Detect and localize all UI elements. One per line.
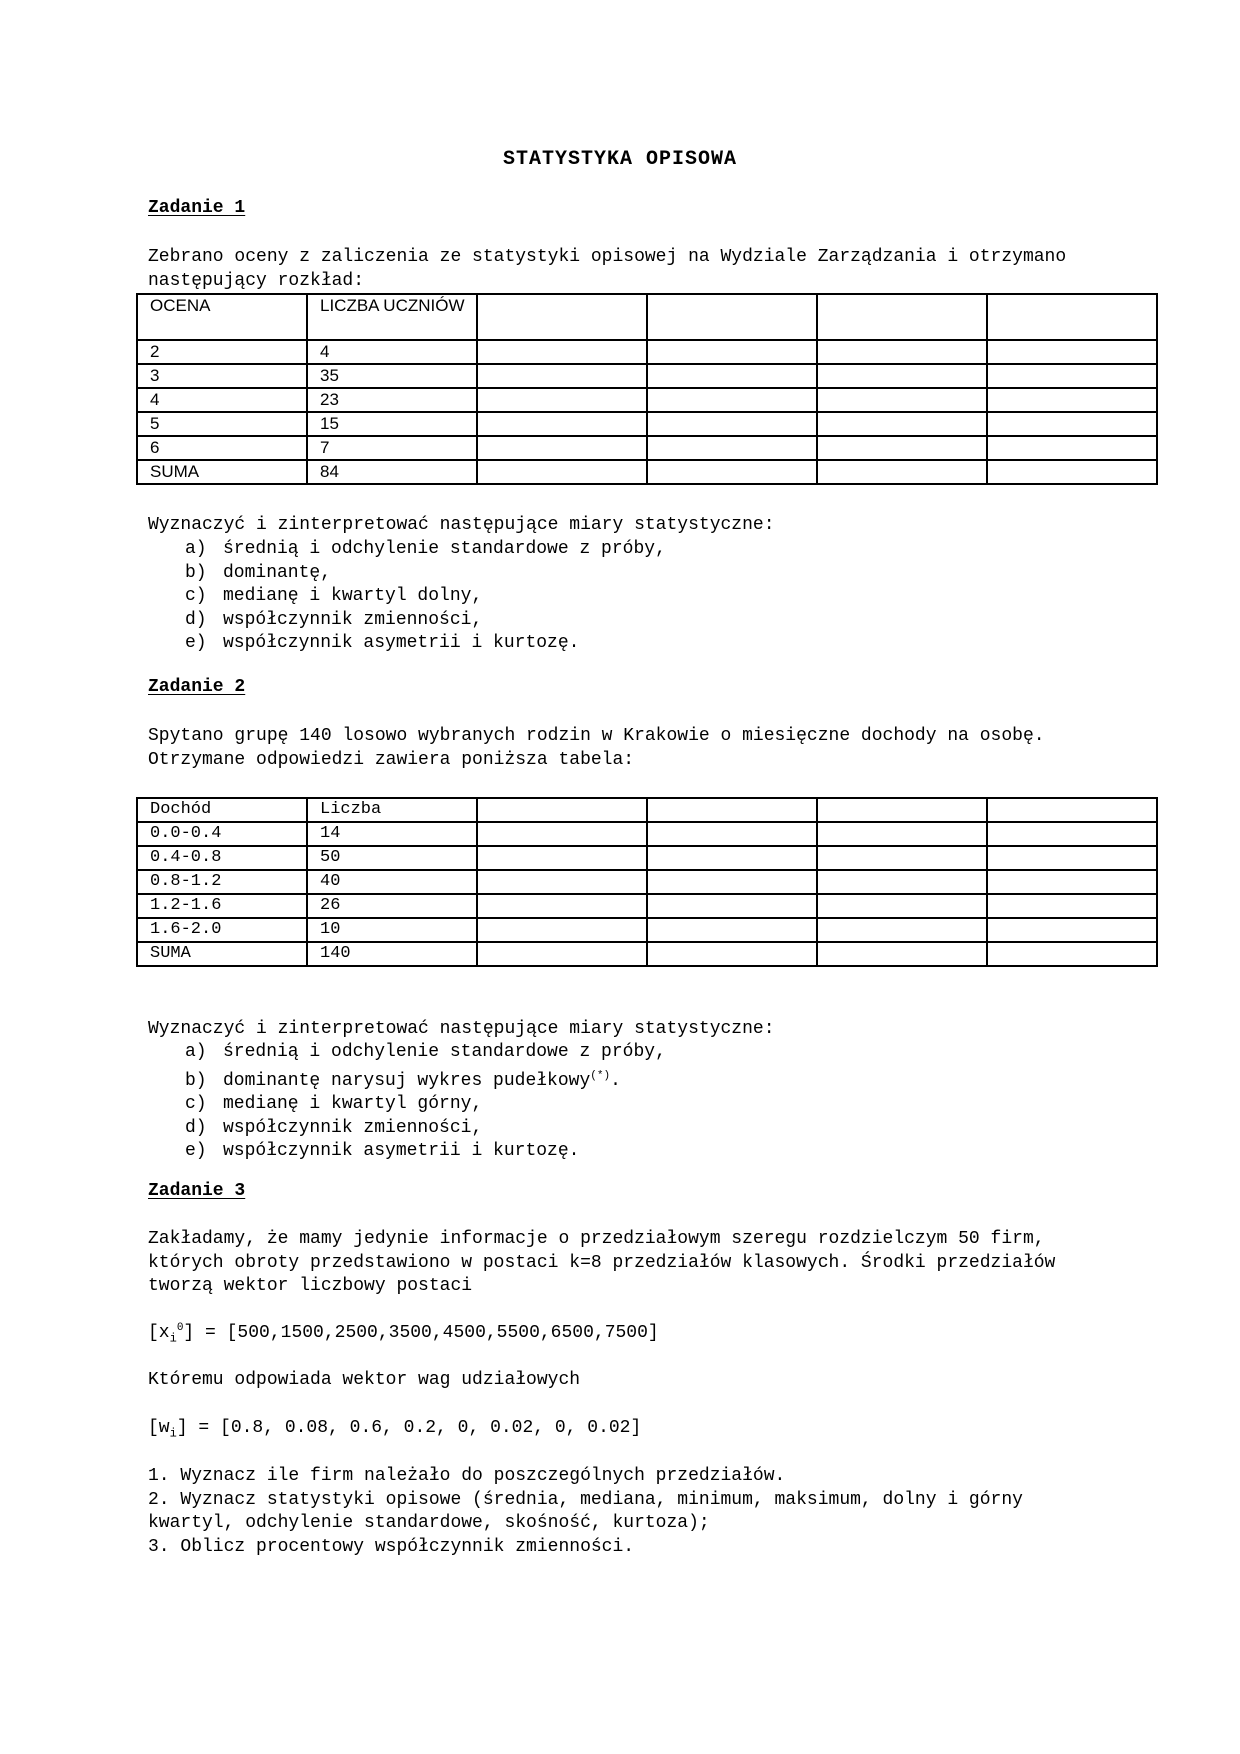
list-text: współczynnik asymetrii i kurtozę. [223,633,580,653]
table-cell [477,412,647,436]
list-letter: e) [185,633,207,653]
table-cell: 4 [307,340,477,364]
table-header-cell [987,294,1157,340]
vector-x-open: [x [148,1323,170,1343]
task3-heading: Zadanie 3 [148,1181,246,1201]
table-cell [647,388,817,412]
list-letter: d) [185,609,207,630]
table-row [137,436,1157,460]
task1-intro: Zebrano oceny z zaliczenia ze statystyki opisowej na Wydziale Zarządzania i otrzymano następujący rozkład: [148,247,1067,291]
table-cell [817,942,987,966]
table-cell [477,364,647,388]
table-cell [987,436,1157,460]
table-header-cell [647,294,817,340]
list-text-end: . [610,1070,621,1091]
task1-heading: Zadanie 1 [148,198,246,218]
list-letter: a) [185,539,207,559]
table-header-cell: LICZBA UCZNIÓW [307,294,477,340]
table-cell [647,894,817,918]
task2-instruction: Wyznaczyć i zinterpretować następujące miary statystyczne: [148,1019,775,1039]
table-cell [477,846,647,870]
list-item [148,538,666,562]
table-header-cell [987,798,1157,822]
table-cell: 15 [307,412,477,436]
table-cell [987,412,1157,436]
table-cell [477,388,647,412]
vector-x-values: ] = [500,1500,2500,3500,4500,5500,6500,7500] [183,1323,659,1343]
task1-instruction: Wyznaczyć i zinterpretować następujące miary statystyczne: [148,515,775,535]
table-cell [647,340,817,364]
list-text: medianę i kwartyl dolny, [223,586,483,606]
list-text: średnią i odchylenie standardowe z próby, [223,539,666,559]
table-cell: 0.8-1.2 [137,870,307,894]
table-row [137,412,1157,436]
table-cell [477,870,647,894]
list-letter: b) [185,1070,207,1091]
table-cell [987,894,1157,918]
table-header-cell [477,798,647,822]
list-letter: c) [185,1094,207,1114]
list-item [148,609,666,633]
table-cell [477,436,647,460]
table-cell: 10 [307,918,477,942]
table-header-cell [477,294,647,340]
table-cell [647,918,817,942]
table-header-row [137,798,1157,822]
table-cell: SUMA [137,942,307,966]
table-cell [477,460,647,484]
vector-w-values: ] = [0.8, 0.08, 0.6, 0.2, 0, 0.02, 0, 0.02] [176,1418,642,1438]
table-cell [477,918,647,942]
table-cell: 26 [307,894,477,918]
table-header-cell [817,798,987,822]
table-header-cell: Liczba [307,798,477,822]
table-cell [817,436,987,460]
step-item: 3. Oblicz procentowy współczynnik zmienności. [148,1536,635,1557]
table-cell: 3 [137,364,307,388]
task1-table [136,293,1158,485]
list-item [148,562,666,586]
task3-steps [148,1465,1088,1559]
list-letter: c) [185,586,207,606]
table-cell [647,846,817,870]
task2-heading: Zadanie 2 [148,677,246,697]
table-header-row [137,294,1157,340]
table-cell: 4 [137,388,307,412]
list-text: współczynnik zmienności, [223,609,483,630]
task2-list [148,1041,666,1164]
table-cell [817,894,987,918]
table-cell: 14 [307,822,477,846]
vector-x [148,1322,659,1346]
table-header-cell [817,294,987,340]
table-cell [817,846,987,870]
table-cell: SUMA [137,460,307,484]
table-cell: 2 [137,340,307,364]
table-cell [477,340,647,364]
list-item [148,632,666,656]
table-row [137,388,1157,412]
table-cell [987,918,1157,942]
table-cell: 6 [137,436,307,460]
table-cell [647,942,817,966]
table-cell [817,822,987,846]
vector-x-subscript: i [169,1331,177,1346]
list-item [148,585,666,609]
table-cell [987,846,1157,870]
task2-intro: Spytano grupę 140 losowo wybranych rodzin w Krakowie o miesięczne dochody na osobę. Otrzymane odpowiedzi zawiera poniższa tabela: [148,726,1045,770]
table-row [137,918,1157,942]
table-cell [817,388,987,412]
table-cell: 50 [307,846,477,870]
list-item [148,1065,666,1094]
vector-w [148,1418,641,1441]
table-cell [477,822,647,846]
table-cell [647,364,817,388]
task2-table [136,797,1158,967]
vector-w-open: [w [148,1418,170,1438]
table-header-cell: OCENA [137,294,307,340]
table-cell: 40 [307,870,477,894]
table-cell: 84 [307,460,477,484]
table-row [137,340,1157,364]
list-text: dominantę, [223,562,332,583]
table-cell [987,870,1157,894]
table-cell [817,412,987,436]
table-cell [647,870,817,894]
vector-w-subscript: i [169,1426,177,1441]
vector-x-superscript: 0 [176,1322,184,1334]
table-cell [987,340,1157,364]
table-cell: 1.2-1.6 [137,894,307,918]
weights-intro: Któremu odpowiada wektor wag udziałowych [148,1370,581,1390]
list-item [148,1140,666,1164]
table-cell [817,364,987,388]
list-text: medianę i kwartyl górny, [223,1094,483,1114]
table-cell [987,460,1157,484]
table-cell: 140 [307,942,477,966]
table-row [137,870,1157,894]
table-cell [647,460,817,484]
table-cell: 0.0-0.4 [137,822,307,846]
table-cell [817,460,987,484]
list-letter: e) [185,1141,207,1161]
document-title: STATYSTYKA OPISOWA [502,148,738,171]
step-item: 1. Wyznacz ile firm należało do poszczególnych przedziałów. [148,1466,786,1486]
table-cell [477,894,647,918]
table-cell [987,388,1157,412]
table-cell [817,918,987,942]
table-row [137,894,1157,918]
table-cell [817,870,987,894]
list-letter: d) [185,1117,207,1138]
table-cell: 23 [307,388,477,412]
table-cell: 7 [307,436,477,460]
list-text: średnią i odchylenie standardowe z próby, [223,1042,666,1062]
table-row [137,364,1157,388]
table-header-cell: Dochód [137,798,307,822]
list-text: współczynnik zmienności, [223,1117,483,1138]
table-cell [647,412,817,436]
table-cell [647,436,817,460]
table-cell: 5 [137,412,307,436]
list-letter: b) [185,562,207,583]
table-cell [477,942,647,966]
table-row [137,460,1157,484]
table-cell [987,942,1157,966]
table-cell [817,340,987,364]
task1-list [148,538,666,656]
list-item [148,1117,666,1141]
footnote-marker: (*) [590,1069,611,1082]
list-item [148,1093,666,1117]
table-cell: 1.6-2.0 [137,918,307,942]
step-item: 2. Wyznacz statystyki opisowe (średnia, mediana, minimum, maksimum, dolny i górny kwartyl, odchylenie standardowe, skośność, kurtoza); [148,1489,1023,1533]
list-text: współczynnik asymetrii i kurtozę. [223,1141,580,1161]
list-letter: a) [185,1042,207,1062]
task3-intro: Zakładamy, że mamy jedynie informacje o przedziałowym szeregu rozdzielczym 50 firm, których obroty przedstawiono w postaci k=8 przedziałów klasowych. Środki przedziałów tworzą wektor liczbowy postaci [148,1229,1056,1296]
table-row [137,822,1157,846]
table-cell: 0.4-0.8 [137,846,307,870]
table-cell [987,822,1157,846]
table-header-cell [647,798,817,822]
table-cell [647,822,817,846]
list-text: dominantę narysuj wykres pudełkowy [223,1070,591,1091]
table-row [137,942,1157,966]
table-row [137,846,1157,870]
table-cell [987,364,1157,388]
list-item [148,1041,666,1065]
table-cell: 35 [307,364,477,388]
